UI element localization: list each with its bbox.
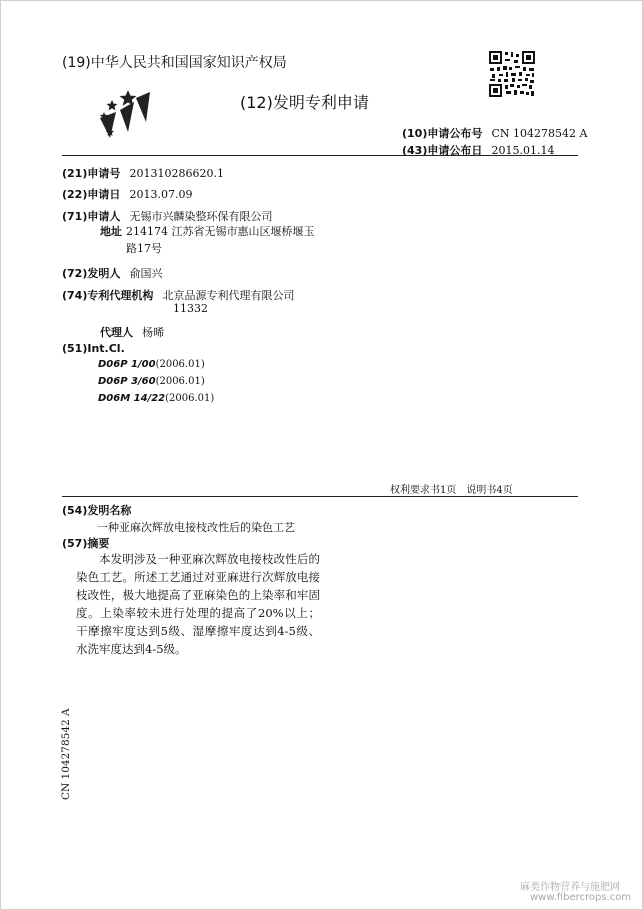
publication-date-value: 2015.01.14 xyxy=(491,144,555,157)
ipc-classification-1 xyxy=(98,359,205,370)
applicant xyxy=(62,205,272,224)
invention-title-label: (54)发明名称 xyxy=(62,504,132,517)
ipc-classification-2 xyxy=(98,376,205,387)
patent-agency-value: 北京品源专利代理有限公司 xyxy=(162,289,295,302)
header-divider xyxy=(62,155,578,156)
agent xyxy=(100,321,164,340)
application-date xyxy=(62,183,192,202)
application-number-label: (21)申请号 xyxy=(62,167,121,180)
invention-title: 一种亚麻次辉放电接枝改性后的染色工艺 xyxy=(97,521,295,534)
cnipa-emblem-icon xyxy=(98,88,154,138)
patent-agency-label: (74)专利代理机构 xyxy=(62,289,154,302)
side-publication-number: CN 104278542 A xyxy=(60,708,72,800)
publication-number-label: (10)申请公布号 xyxy=(402,127,483,140)
patent-agency xyxy=(62,284,294,303)
ipc-version-2: (2006.01) xyxy=(155,376,205,387)
abstract-divider xyxy=(62,496,578,497)
address-label: 地址 xyxy=(100,225,122,238)
office-name: (19)中华人民共和国国家知识产权局 xyxy=(62,55,287,71)
publication-date-label: (43)申请公布日 xyxy=(402,144,483,157)
qr-code-icon xyxy=(488,50,536,98)
address-line-1: 214174 江苏省无锡市惠山区堰桥堰玉 xyxy=(126,225,315,238)
ipc-label: (51)Int.Cl. xyxy=(62,342,125,355)
application-number-value: 201310286620.1 xyxy=(129,167,224,180)
application-number xyxy=(62,162,224,181)
application-date-label: (22)申请日 xyxy=(62,188,121,201)
applicant-label: (71)申请人 xyxy=(62,210,121,223)
applicant-value: 无锡市兴麟染整环保有限公司 xyxy=(129,210,273,223)
abstract-text: 本发明涉及一种亚麻次辉放电接枝改性后的染色工艺。所述工艺通过对亚麻进行次辉放电接枝改性，极大地提高了亚麻染色的上染率和牢固度。上染率较未进行处理的提高了20%以上；干摩擦牢度达到5级、湿摩擦牢度达到4-5级、水洗牢度达到4-5级。 xyxy=(76,552,320,656)
abstract-label: (57)摘要 xyxy=(62,537,110,550)
patent-agency-code: 11332 xyxy=(173,302,208,315)
ipc-classification-3 xyxy=(98,393,214,404)
inventor-label: (72)发明人 xyxy=(62,267,121,280)
watermark-url: www.fibercrops.com xyxy=(530,892,632,903)
inventor-value: 俞国兴 xyxy=(129,267,163,280)
page-count-summary: 权利要求书1页 说明书4页 xyxy=(390,485,513,496)
publication-number-value: CN 104278542 A xyxy=(491,127,588,140)
agent-value: 杨晞 xyxy=(142,326,165,339)
ipc-code-3: D06M 14/22 xyxy=(98,393,166,404)
inventor xyxy=(62,262,162,281)
ipc-code-1: D06P 1/00 xyxy=(98,359,156,370)
agent-label: 代理人 xyxy=(100,326,133,339)
ipc-version-1: (2006.01) xyxy=(155,359,205,370)
ipc-version-3: (2006.01) xyxy=(165,393,215,404)
watermark-title: 麻类作物营养与施肥网 xyxy=(520,882,620,893)
address-line-2: 路17号 xyxy=(126,242,162,255)
application-date-value: 2013.07.09 xyxy=(129,188,193,201)
document-type: (12)发明专利申请 xyxy=(240,93,369,112)
ipc-code-2: D06P 3/60 xyxy=(98,376,156,387)
